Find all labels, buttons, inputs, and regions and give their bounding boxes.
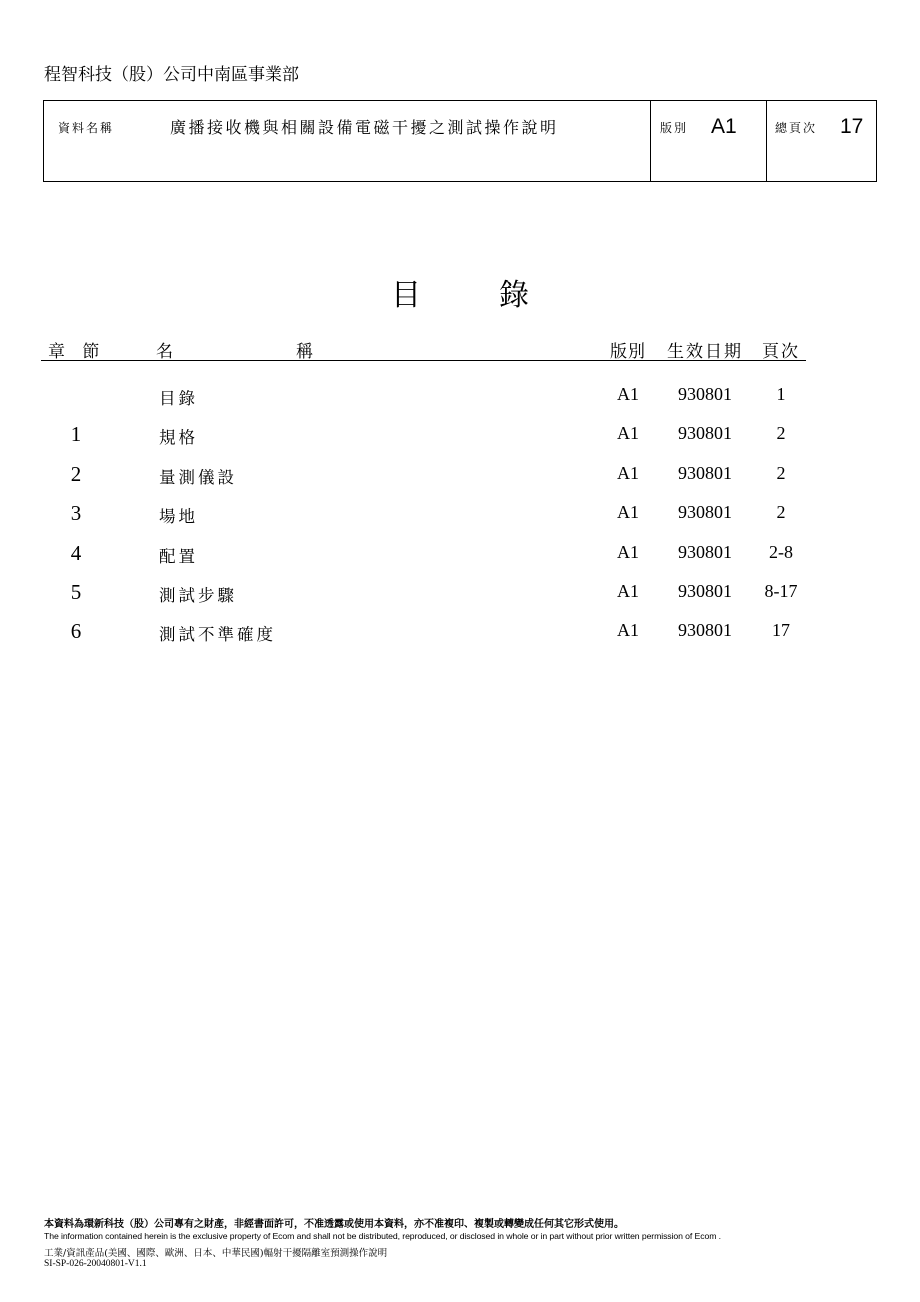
- toc-entry-version: A1: [617, 423, 639, 444]
- toc-chapter-number: 4: [70, 540, 82, 565]
- toc-entry-page: 8-17: [764, 581, 798, 601]
- toc-entry-page: 17: [772, 620, 790, 641]
- toc-entry-version: A1: [617, 620, 639, 641]
- col-version: 版別: [610, 342, 646, 362]
- toc-entry-page: 2: [776, 502, 786, 523]
- total-pages-value: 17: [840, 115, 864, 138]
- toc-entry-date: 930801: [678, 384, 732, 404]
- header-rule: [41, 360, 806, 361]
- toc-entry-name: 場地: [159, 507, 198, 527]
- toc-chapter-number: 2: [70, 461, 82, 486]
- col-name-b: 稱: [296, 342, 313, 362]
- header-divider: [650, 101, 651, 181]
- toc-title: 目錄: [391, 278, 607, 313]
- toc-entry-page: 1: [776, 384, 786, 404]
- toc-entry-page: 2-8: [769, 541, 793, 562]
- toc-entry-page: 2: [776, 423, 786, 444]
- toc-entry-date: 930801: [678, 620, 732, 641]
- footer-notice-en: The information contained herein is the exclusive property of Ecom and shall not be distributed, reproduced, or disclosed in whole or in part without prior written permission of Ecom .: [44, 1231, 721, 1241]
- toc-entry-version: A1: [617, 502, 639, 523]
- toc-entry-name: 量測儀設: [159, 467, 237, 487]
- col-chapter: 章 節: [48, 342, 106, 362]
- col-page: 頁次: [762, 342, 800, 362]
- toc-entry-name: 測試不準確度: [159, 625, 276, 645]
- col-name-a: 名: [156, 342, 173, 362]
- footer-notice-zh: 本資料為環新科技（股）公司專有之財產，非經書面許可，不准透露或使用本資料，亦不准複印、複製或轉變成任何其它形式使用。: [44, 1219, 624, 1230]
- toc-entry-version: A1: [617, 384, 639, 404]
- total-pages-label: 總頁次: [775, 121, 818, 135]
- toc-entry-date: 930801: [678, 423, 732, 444]
- toc-entry-version: A1: [617, 541, 639, 562]
- document-header-box: [43, 100, 877, 182]
- footer-doc-code: SI-SP-026-20040801-V1.1: [44, 1259, 147, 1269]
- footer-category: 工業/資訊產品(美國、國際、歐洲、日本、中華民國)輻射干擾隔離室預測操作說明: [44, 1248, 388, 1259]
- toc-entry-name: 測試步驟: [159, 586, 237, 605]
- toc-chapter-number: 6: [70, 619, 82, 644]
- company-name: 程智科技（股）公司中南區事業部: [44, 65, 299, 85]
- toc-entry-date: 930801: [678, 541, 732, 562]
- toc-chapter-number: 5: [70, 580, 82, 604]
- toc-chapter-number: 1: [70, 422, 82, 447]
- toc-entry-name: 配置: [159, 546, 198, 566]
- toc-entry-page: 2: [776, 462, 786, 483]
- version-label: 版別: [660, 121, 689, 135]
- toc-entry-version: A1: [617, 462, 639, 483]
- toc-entry-name: 目錄: [159, 389, 198, 408]
- col-effective-date: 生效日期: [667, 342, 743, 362]
- toc-entry-date: 930801: [678, 462, 732, 483]
- header-divider: [766, 101, 767, 181]
- version-value: A1: [711, 115, 737, 138]
- toc-chapter-number: 3: [70, 501, 82, 526]
- toc-entry-name: 規格: [159, 428, 198, 448]
- toc-entry-date: 930801: [678, 581, 732, 601]
- toc-entry-version: A1: [617, 581, 639, 601]
- toc-entry-date: 930801: [678, 502, 732, 523]
- doc-name: 廣播接收機與相關設備電磁干擾之測試操作說明: [170, 118, 559, 137]
- doc-name-label: 資料名稱: [58, 121, 115, 135]
